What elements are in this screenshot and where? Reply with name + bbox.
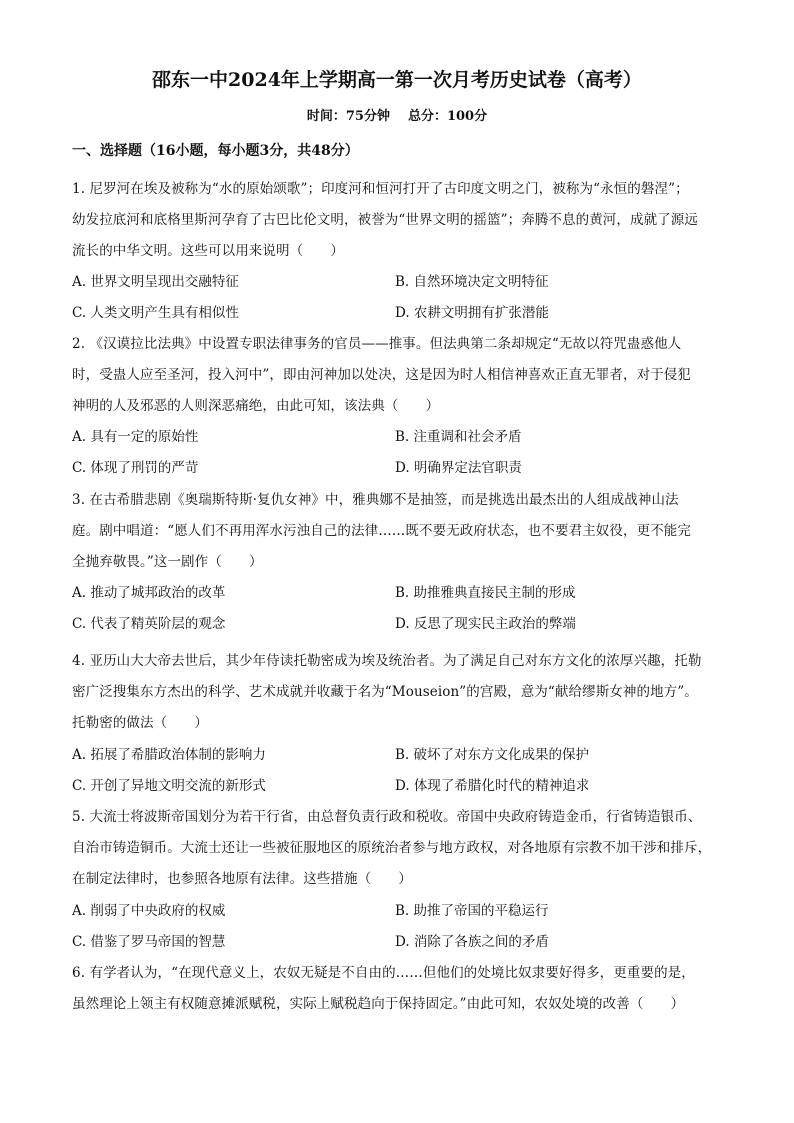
option-a[interactable]: A. 具有一定的原始性 [72,429,199,445]
option-b[interactable]: B. 助推了帝国的平稳运行 [395,903,549,919]
question-1-stem [72,174,722,267]
question-2-stem [72,329,722,422]
question-line: 神明的人及邪恶的人则深恶痛绝，由此可知，该法典（ ） [72,398,440,414]
question-5-stem [72,802,722,895]
option-d[interactable]: D. 明确界定法官职责 [395,460,522,476]
question-4-options [72,740,722,802]
option-a[interactable]: A. 拓展了希腊政治体制的影响力 [72,747,266,763]
question-line: 庭。剧中唱道：“愿人们不再用浑水污浊自己的法律……既不要无政府状态，也不要君主奴役，更不能完 [72,523,691,539]
option-b[interactable]: B. 助推雅典直接民主制的形成 [395,585,576,601]
question-1-options [72,267,722,329]
option-b[interactable]: B. 自然环境决定文明特征 [395,274,549,290]
option-c[interactable]: C. 体现了刑罚的严苛 [72,460,199,476]
question-line: 2. 《汉谟拉比法典》中设置专职法律事务的官员——推事。但法典第二条却规定“无故以符咒蛊惑他人 [72,336,682,352]
option-b[interactable]: B. 破坏了对东方文化成果的保护 [395,747,590,763]
option-d[interactable]: D. 消除了各族之间的矛盾 [395,934,549,950]
question-line: 3. 在古希腊悲剧《奥瑞斯特斯·复仇女神》中，雅典娜不是抽签，而是挑选出最杰出的人组成战神山法 [72,492,679,508]
question-4-stem [72,646,722,739]
exam-title: 邵东一中2024年上学期高一第一次月考历史试卷（高考） [152,69,642,91]
option-c[interactable]: C. 开创了异地文明交流的新形式 [72,778,266,794]
option-a[interactable]: A. 削弱了中央政府的权威 [72,903,226,919]
option-a[interactable]: A. 世界文明呈现出交融特征 [72,274,239,290]
question-line: 全抛弃敬畏。”这一剧作（ ） [72,554,263,570]
section-heading: 一、选择题（16小题，每小题3分，共48分） [72,143,359,159]
question-line: 密广泛搜集东方杰出的科学、艺术成就并收藏于名为“Mouseion”的宫殿，意为“献给缪斯女神的地方”。 [72,684,698,700]
question-line: 1. 尼罗河在埃及被称为“水的原始颂歌”；印度河和恒河打开了古印度文明之门，被称为“永恒的磐涅”； [72,181,689,197]
question-line: 幼发拉底河和底格里斯河孕育了古巴比伦文明，被誉为“世界文明的摇篮”；奔腾不息的黄河，成就了源远 [72,212,699,228]
option-c[interactable]: C. 代表了精英阶层的观念 [72,616,226,632]
option-b[interactable]: B. 注重调和社会矛盾 [395,429,522,445]
question-line: 流长的中华文明。这些可以用来说明（ ） [72,243,344,259]
question-2-options [72,422,722,484]
exam-total-score: 总分：100分 [407,109,488,124]
exam-meta [0,107,794,127]
question-line: 在制定法律时，也参照各地原有法律。这些措施（ ） [72,871,412,887]
option-d[interactable]: D. 反思了现实民主政治的弊端 [395,616,576,632]
question-line: 4. 亚历山大大帝去世后，其少年侍读托勒密成为埃及统治者。为了满足自己对东方文化的浓厚兴趣，托勒 [72,653,702,669]
option-a[interactable]: A. 推动了城邦政治的改革 [72,585,226,601]
question-line: 时，受蛊人应至圣河，投入河中”，即由河神加以处决，这是因为时人相信神喜欢正直无罪者，对于侵犯 [72,367,691,383]
question-5-options [72,896,722,958]
question-line: 自治市铸造铜币。大流士还让一些被征服地区的原统治者参与地方政权，对各地原有宗教不加干涉和排斥， [72,840,712,856]
option-d[interactable]: D. 农耕文明拥有扩张潜能 [395,305,549,321]
question-6-stem [72,958,722,1020]
option-d[interactable]: D. 体现了希腊化时代的精神追求 [395,778,590,794]
question-line: 5. 大流士将波斯帝国划分为若干行省，由总督负责行政和税收。帝国中央政府铸造金币，行省铸造银币、 [72,809,702,825]
question-line: 6. 有学者认为，“在现代意义上，农奴无疑是不自由的……但他们的处境比奴隶要好得多，更重要的是， [72,965,695,981]
question-3-options [72,578,722,640]
question-line: 托勒密的做法（ ） [72,715,208,731]
option-c[interactable]: C. 借鉴了罗马帝国的智慧 [72,934,226,950]
question-3-stem [72,485,722,578]
question-line: 虽然理论上领主有权随意摊派赋税，实际上赋税趋向于保持固定。”由此可知，农奴处境的改善（ ） [72,996,685,1012]
option-c[interactable]: C. 人类文明产生具有相似性 [72,305,239,321]
exam-time: 时间：75分钟 [306,109,390,124]
